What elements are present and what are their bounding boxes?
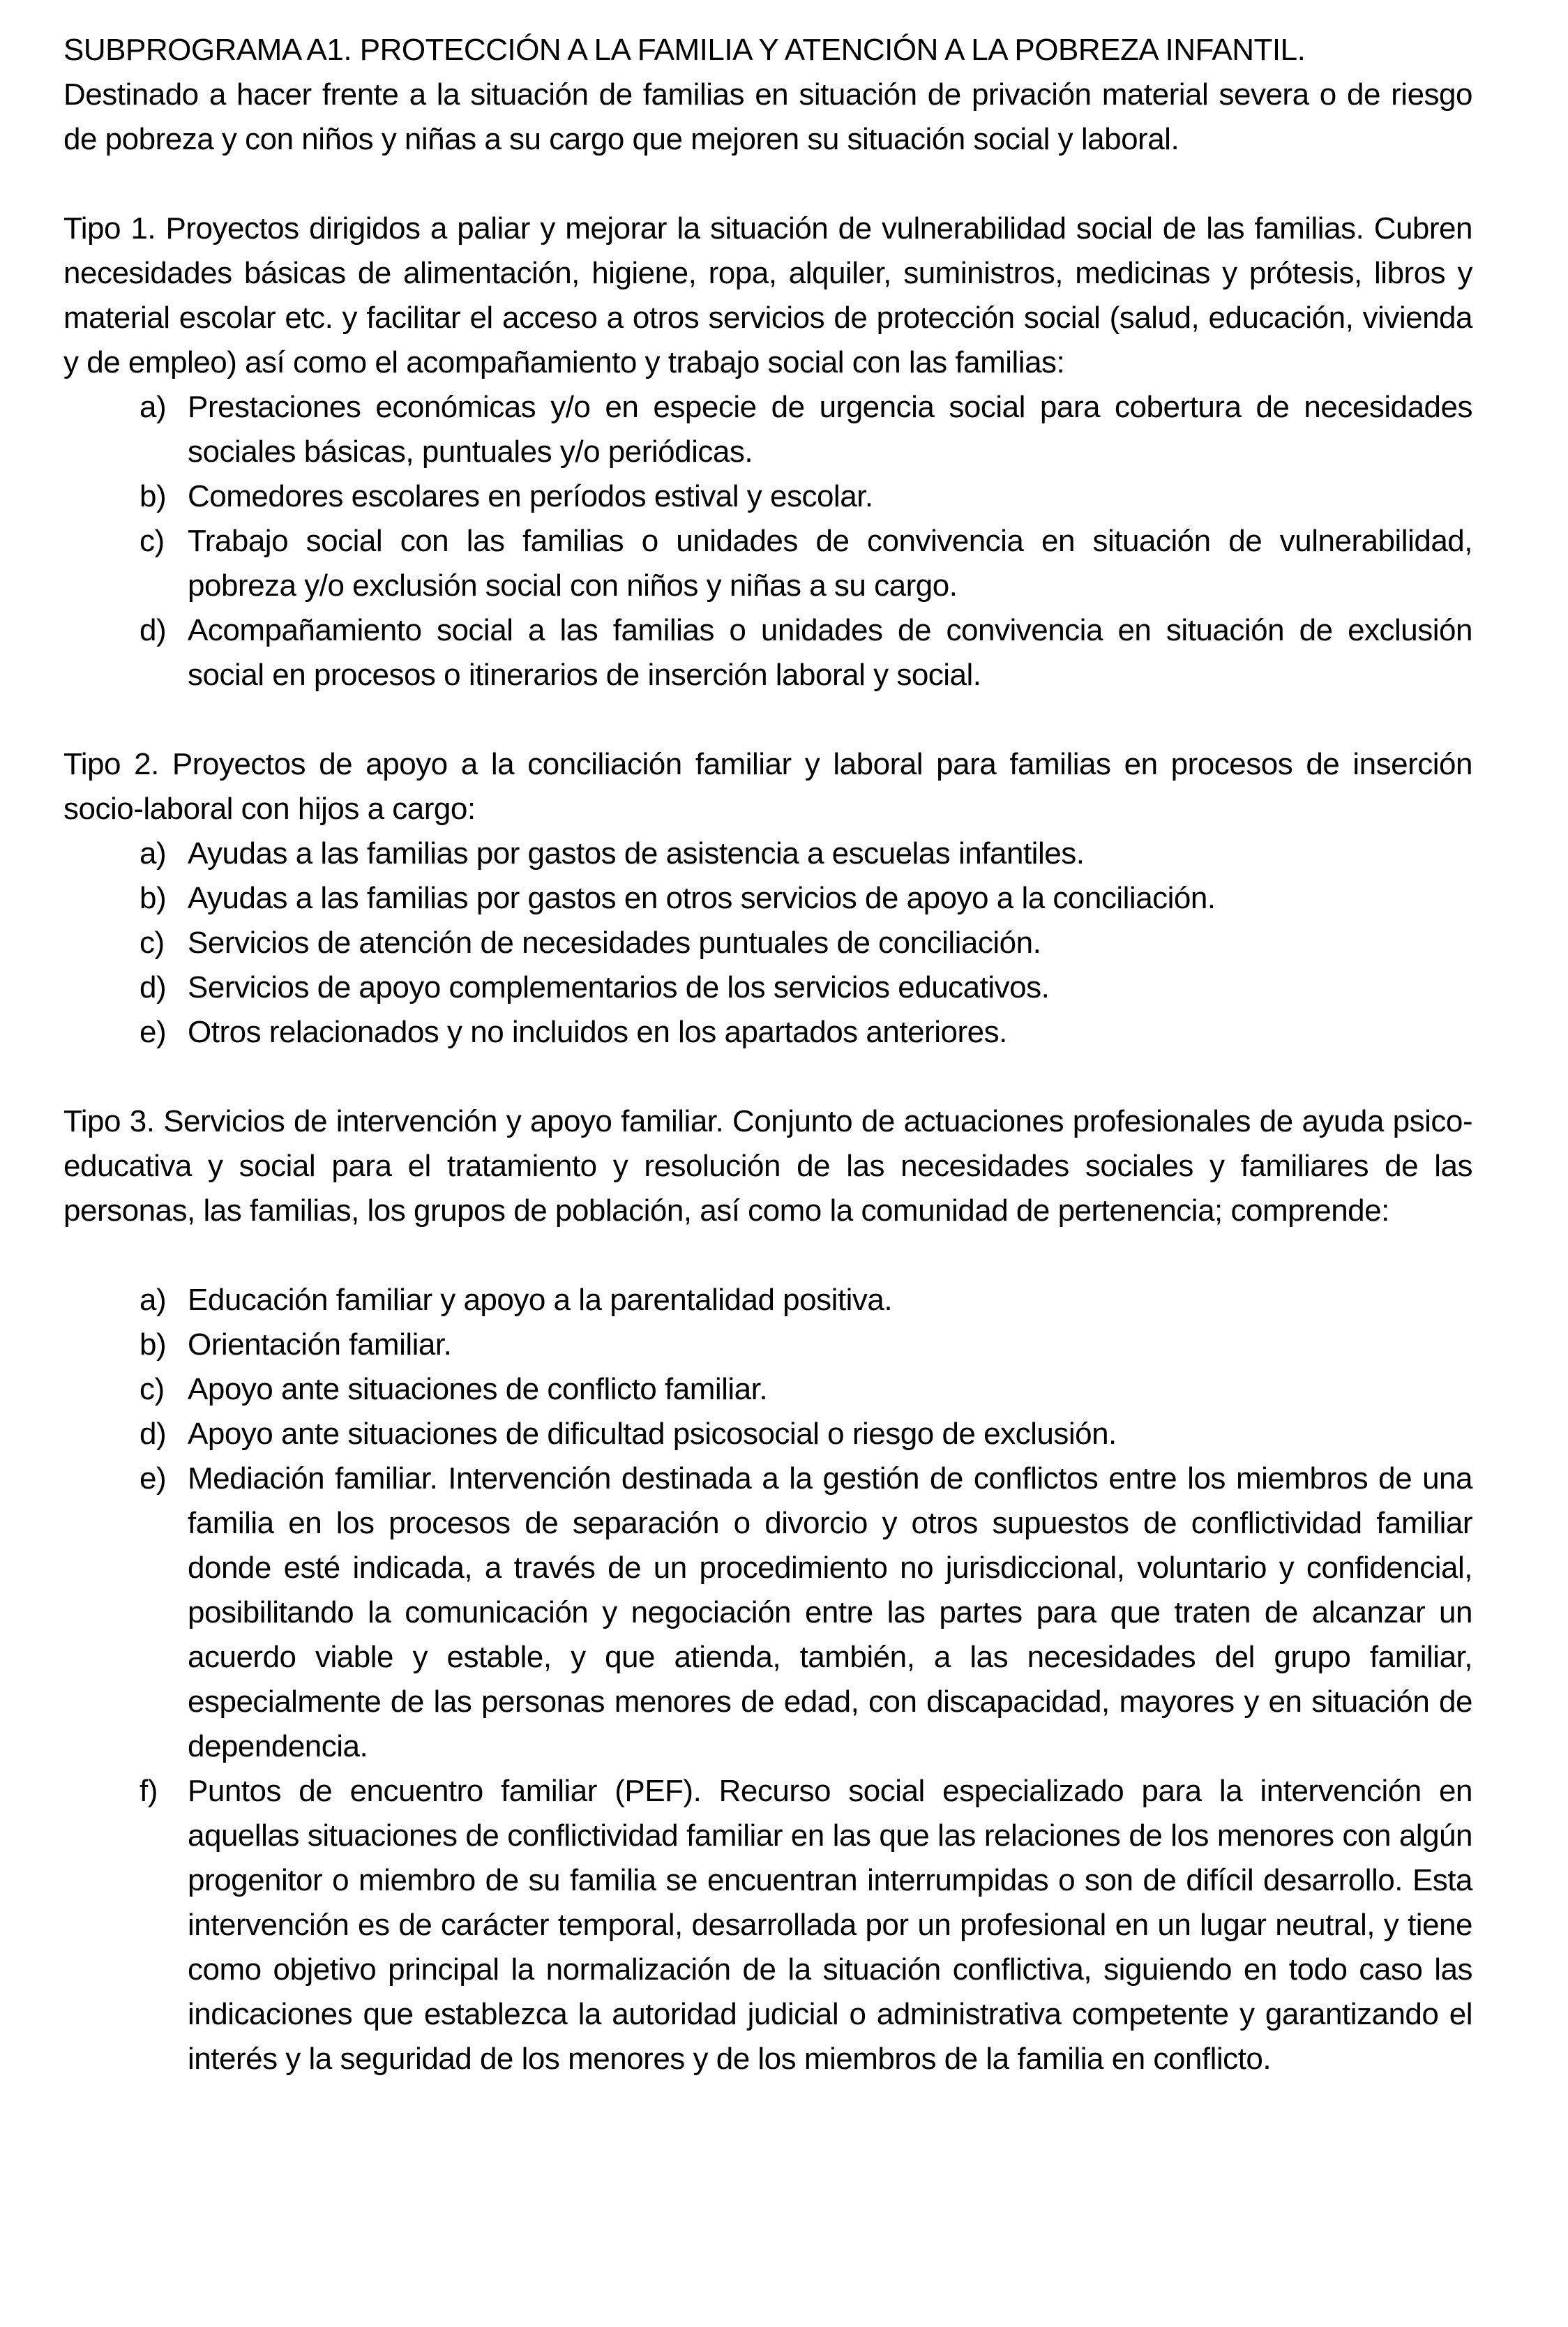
item-list	[63, 831, 1472, 1055]
item-marker: d)	[140, 970, 167, 1004]
list-item	[63, 1367, 1472, 1412]
list-item	[63, 519, 1472, 608]
section-tipo-1	[63, 206, 1472, 698]
item-text: Educación familiar y apoyo a la parentalidad positiva.	[188, 1283, 893, 1317]
item-marker: c)	[140, 524, 165, 558]
item-marker: a)	[140, 1283, 167, 1317]
item-text: Comedores escolares en períodos estival y escolar.	[188, 479, 873, 513]
item-list	[63, 1278, 1472, 2081]
document-title: SUBPROGRAMA A1. PROTECCIÓN A LA FAMILIA Y ATENCIÓN A LA POBREZA INFANTIL.	[63, 33, 1306, 67]
list-item	[63, 474, 1472, 519]
section-lead: Tipo 1. Proyectos dirigidos a paliar y mejorar la situación de vulnerabilidad social de las familias. Cubren necesidades básicas de alimentación, higiene, ropa, alquiler, suministros, medicinas y prótesis, libros y material escolar etc. y facilitar el acceso a otros servicios de protección social (salud, educación, vivienda y de empleo) así como el acompañamiento y trabajo social con las familias:	[63, 211, 1472, 379]
item-text: Otros relacionados y no incluidos en los apartados anteriores.	[188, 1015, 1007, 1049]
item-text: Apoyo ante situaciones de conflicto familiar.	[188, 1372, 768, 1406]
section-lead: Tipo 2. Proyectos de apoyo a la conciliación familiar y laboral para familias en procesos de inserción socio-laboral con hijos a cargo:	[63, 747, 1472, 826]
item-text: Ayudas a las familias por gastos de asistencia a escuelas infantiles.	[188, 836, 1085, 871]
item-text: Apoyo ante situaciones de dificultad psicosocial o riesgo de exclusión.	[188, 1417, 1117, 1451]
intro-paragraph: Destinado a hacer frente a la situación de familias en situación de privación material severa o de riesgo de pobreza y con niños y niñas a su cargo que mejoren su situación social y laboral.	[63, 77, 1472, 156]
item-text: Ayudas a las familias por gastos en otros servicios de apoyo a la conciliación.	[188, 881, 1216, 915]
item-marker: e)	[140, 1461, 167, 1496]
item-marker: d)	[140, 613, 167, 647]
section-tipo-3	[63, 1099, 1472, 2081]
item-text: Mediación familiar. Intervención destinada a la gestión de conflictos entre los miembros de una familia en los procesos de separación o divorcio y otros supuestos de conflictividad familiar donde esté indicada, a través de un procedimiento no jurisdiccional, voluntario y confidencial, posibilitando la comunicación y negociación entre las partes para que traten de alcanzar un acuerdo viable y estable, y que atienda, también, a las necesidades del grupo familiar, especialmente de las personas menores de edad, con discapacidad, mayores y en situación de dependencia.	[188, 1461, 1472, 1763]
item-text: Servicios de atención de necesidades puntuales de conciliación.	[188, 926, 1041, 960]
list-item	[63, 1323, 1472, 1367]
list-item	[63, 1769, 1472, 2081]
item-marker: a)	[140, 836, 167, 871]
list-item	[63, 1010, 1472, 1055]
list-item	[63, 921, 1472, 965]
list-item	[63, 1456, 1472, 1769]
list-item	[63, 608, 1472, 698]
list-item	[63, 965, 1472, 1010]
item-text: Acompañamiento social a las familias o unidades de convivencia en situación de exclusión social en procesos o itinerarios de inserción laboral y social.	[188, 613, 1472, 692]
item-marker: f)	[140, 1774, 158, 1808]
item-marker: e)	[140, 1015, 167, 1049]
item-marker: b)	[140, 881, 167, 915]
item-text: Orientación familiar.	[188, 1327, 452, 1362]
item-text: Servicios de apoyo complementarios de los servicios educativos.	[188, 970, 1050, 1004]
item-marker: d)	[140, 1417, 167, 1451]
item-list	[63, 385, 1472, 698]
item-text: Prestaciones económicas y/o en especie de urgencia social para cobertura de necesidades sociales básicas, puntuales y/o periódicas.	[188, 390, 1472, 469]
item-marker: a)	[140, 390, 167, 424]
list-item	[63, 1278, 1472, 1323]
item-marker: b)	[140, 479, 167, 513]
list-item	[63, 831, 1472, 876]
item-text: Trabajo social con las familias o unidades de convivencia en situación de vulnerabilidad, pobreza y/o exclusión social con niños y niñas a su cargo.	[188, 524, 1472, 603]
item-marker: c)	[140, 926, 165, 960]
section-tipo-2	[63, 742, 1472, 1055]
list-item	[63, 1412, 1472, 1456]
section-lead: Tipo 3. Servicios de intervención y apoyo familiar. Conjunto de actuaciones profesionales de ayuda psico-educativa y social para el tratamiento y resolución de las necesidades sociales y familiares de las personas, las familias, los grupos de población, así como la comunidad de pertenencia; comprende:	[63, 1104, 1472, 1228]
list-item	[63, 385, 1472, 474]
item-marker: b)	[140, 1327, 167, 1362]
list-item	[63, 876, 1472, 921]
item-text: Puntos de encuentro familiar (PEF). Recurso social especializado para la intervención en aquellas situaciones de conflictividad familiar en las que las relaciones de los menores con algún progenitor o miembro de su familia se encuentran interrumpidas o son de difícil desarrollo. Esta intervención es de carácter temporal, desarrollada por un profesional en un lugar neutral, y tiene como objetivo principal la normalización de la situación conflictiva, siguiendo en todo caso las indicaciones que establezca la autoridad judicial o administrativa competente y garantizando el interés y la seguridad de los menores y de los miembros de la familia en conflicto.	[188, 1774, 1472, 2076]
item-marker: c)	[140, 1372, 165, 1406]
